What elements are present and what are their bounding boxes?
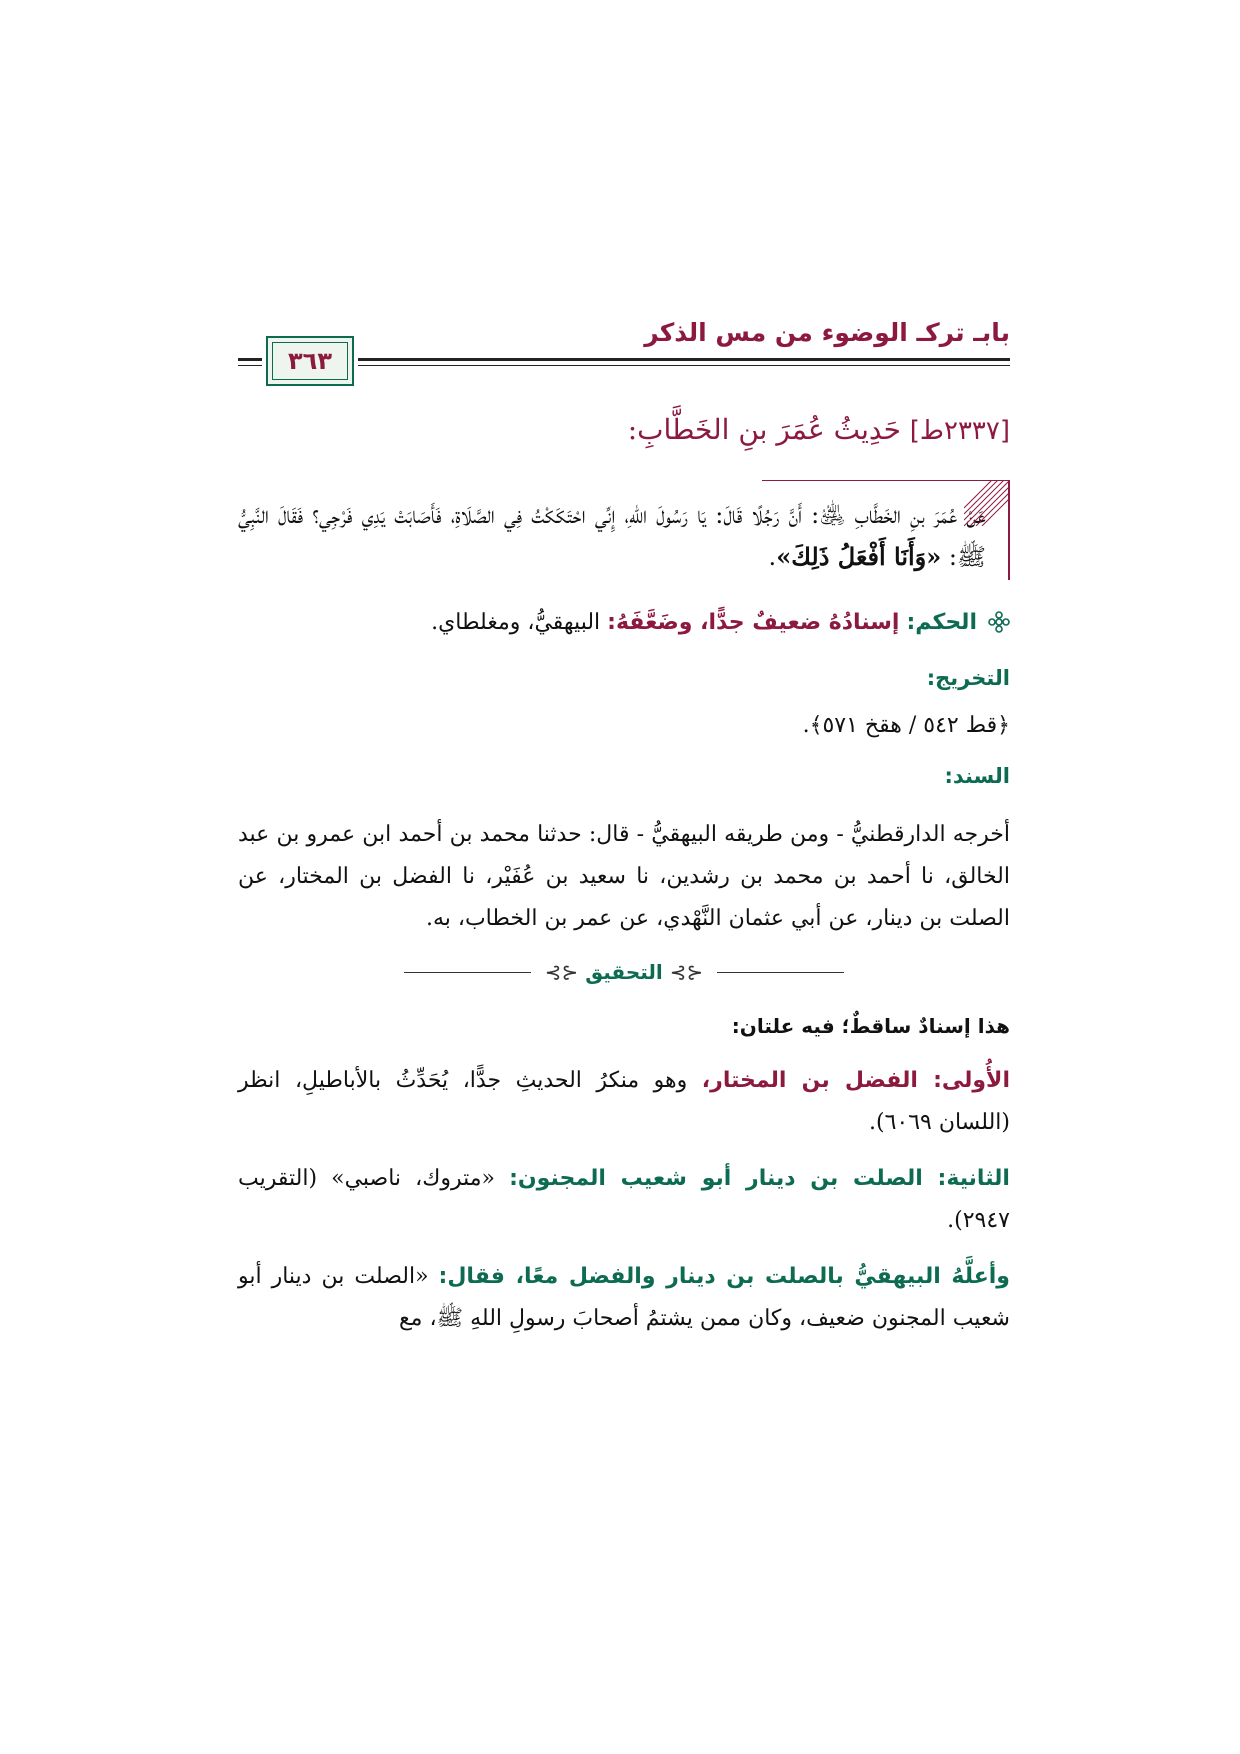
tahqiq-intro: هذا إسنادٌ ساقطٌ؛ فيه علتان:: [731, 1014, 1010, 1038]
tahqiq-title: التحقيق: [585, 960, 663, 984]
divider-ornament-icon: ⊰⊱: [669, 960, 704, 984]
running-header: [238, 310, 1010, 390]
first-defect: [238, 1060, 1010, 1144]
divider-ornament-icon: ⊰⊱: [544, 960, 579, 984]
takhrij-label: التخريج:: [926, 666, 1010, 690]
third-paragraph: [238, 1256, 1010, 1340]
hadith-title: حَدِيثُ عُمَرَ بنِ الخَطَّابِ:: [627, 413, 901, 446]
hadith-heading: [238, 404, 1010, 456]
second-defect-text: «متروك، ناصبي» (التقريب ٢٩٤٧).: [238, 1166, 1010, 1233]
ruling-weakened-by: البيهقيُّ، ومغلطاي.: [431, 610, 608, 635]
hadith-number: [٢٣٣٧ط]: [909, 416, 1010, 446]
header-rule: [358, 358, 1010, 366]
header-rule-short: [238, 358, 262, 366]
takhrij-text: ﴿قط ٥٤٢ / هقخ ٥٧١﴾.: [802, 713, 1010, 738]
tahqiq-heading: [531, 960, 718, 984]
hadith-text-body: عَنْ عُمَرَ بنِ الخَطَّابِ ﵁: أَنَّ رَجُلًا قَالَ: يَا رَسُولَ اللهِ، إِنِّي احْتَكَكْتُ فِي الصَّلَاةِ، فَأَصَابَتْ يَدِي فَرْجِي؟ فَقَالَ النَّبِيُّ ﷺ:: [238, 501, 986, 571]
second-defect: [238, 1158, 1010, 1242]
hadith-text-quote: «وَأَنَا أَفْعَلُ ذَلِكَ»: [776, 542, 942, 571]
third-paragraph-text: «الصلت بن دينار أبو شعيب المجنون ضعيف، وكان ممن يشتمُ أصحابَ رسولِ اللهِ ﷺ، مع: [238, 1264, 1010, 1331]
first-defect-text: وهو منكرُ الحديثِ جدًّا، يُحَدِّثُ بالأباطيلِ، انظر (اللسان ٦٠٦٩).: [238, 1068, 1010, 1135]
book-page: [238, 310, 1010, 1340]
ruling-label: الحكم:: [906, 610, 977, 635]
hadith-text: [238, 480, 986, 578]
ruling-verdict: إسنادُهُ ضعيفٌ جدًّا، وضَعَّفَهُ:: [607, 610, 900, 635]
page-number: ٣٦٣: [288, 347, 332, 375]
third-paragraph-label: وأعلَّهُ البيهقيُّ بالصلت بن دينار والفضل معًا، فقال:: [438, 1264, 1010, 1289]
tahqiq-divider: [238, 952, 1010, 992]
hadith-text-box: [238, 480, 1010, 578]
corner-ornament-icon: [964, 480, 1010, 526]
hadith-text-end: .: [768, 543, 777, 571]
ruling-line: [238, 602, 1010, 644]
page-number-frame: [266, 336, 354, 386]
second-defect-label: الثانية: الصلت بن دينار أبو شعيب المجنون:: [509, 1166, 1010, 1191]
sanad-label: السند:: [944, 764, 1010, 788]
first-defect-label: الأُولى: الفضل بن المختار،: [701, 1068, 1010, 1093]
chapter-title: بابـ تركـ الوضوء من مس الذكر: [644, 318, 1010, 347]
sanad-text: أخرجه الدارقطنيُّ - ومن طريقه البيهقيُّ - قال: حدثنا محمد بن أحمد ابن عمرو بن عبد الخالق، نا أحمد بن محمد بن رشدين، نا سعيد بن عُفَيْر، نا الفضل بن المختار، عن الصلت بن دينار، عن أبي عثمان النَّهْدي، عن عمر بن الخطاب، به.: [238, 822, 1010, 931]
flower-ornament-icon: [988, 611, 1010, 633]
